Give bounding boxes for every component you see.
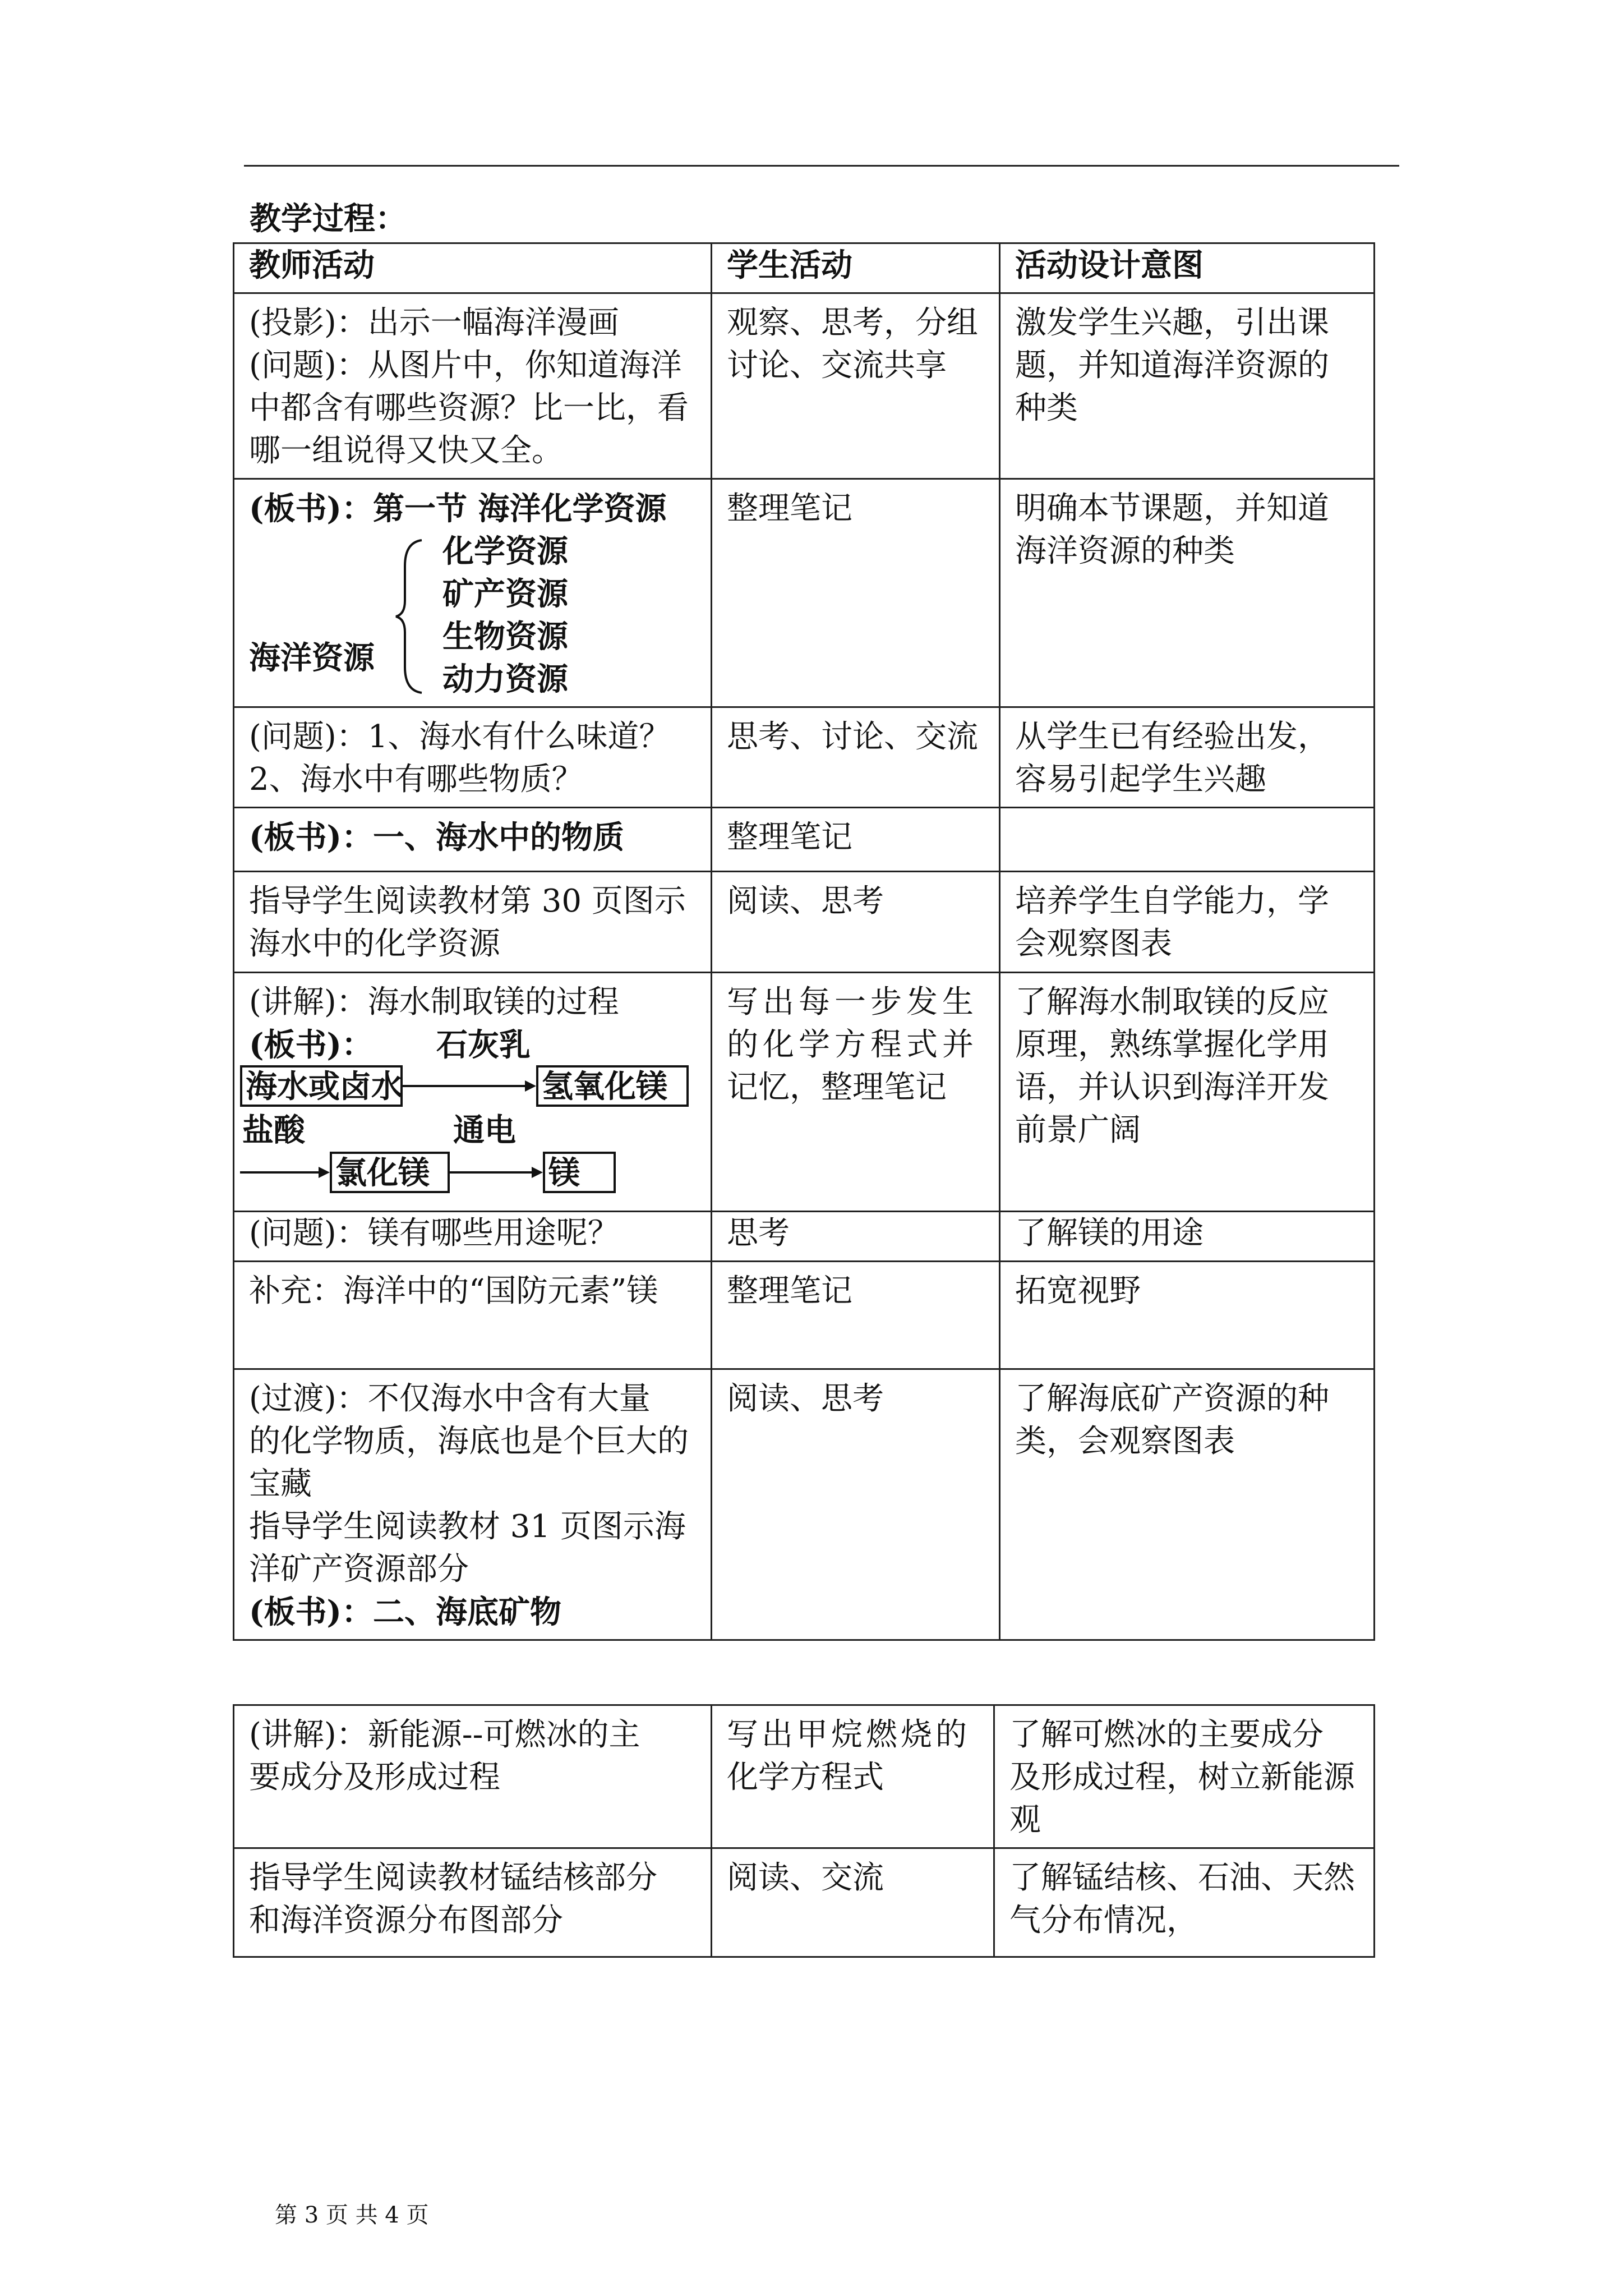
text-line: 气分布情况， xyxy=(1009,1902,1198,1939)
text-line: 和海洋资源分布图部分 xyxy=(249,1902,563,1939)
teacher-cell xyxy=(234,707,712,808)
text-line: 要成分及形成过程 xyxy=(249,1759,500,1796)
text-line: 类，会观察图表 xyxy=(1015,1423,1235,1460)
text-line: (讲解)：新能源--可燃冰的主 xyxy=(249,1717,640,1753)
teacher-cell: 补充：海洋中的“国防元素”镁 xyxy=(234,1262,712,1369)
bracket-label: 海洋资源 xyxy=(249,639,375,677)
teacher-cell: (问题)：镁有哪些用途呢？ xyxy=(234,1212,712,1262)
text-line: 海洋资源的种类 xyxy=(1015,533,1235,569)
box-mg-hydroxide: 氢氧化镁 xyxy=(536,1065,689,1107)
text-line: (投影)：出示一幅海洋漫画 xyxy=(249,305,619,341)
table-row xyxy=(234,1212,1375,1262)
intent-cell xyxy=(1000,808,1375,872)
table-row xyxy=(234,1848,1375,1957)
section-heading: 教学过程： xyxy=(250,200,407,237)
text-line: 观察、思考，分组 xyxy=(727,305,978,341)
intent-cell: 了解镁的用途 xyxy=(1000,1212,1375,1262)
student-cell xyxy=(712,293,1000,479)
text-line: 指导学生阅读教材锰结核部分 xyxy=(249,1860,657,1896)
reagent-hcl: 盐酸 xyxy=(242,1112,305,1149)
text-line: 容易引起学生兴趣 xyxy=(1015,761,1266,798)
box-seawater: 海水或卤水 xyxy=(240,1065,403,1107)
header-student: 学生活动 xyxy=(712,243,1000,293)
text-line: 了解海水制取镁的反应 xyxy=(1015,984,1329,1020)
text-line: 写出每一步发生 xyxy=(727,984,978,1020)
teacher-cell: (板书)：一、海水中的物质 xyxy=(234,808,712,872)
text-line: 写出甲烷燃烧的 xyxy=(727,1717,970,1753)
bracket-item: 动力资源 xyxy=(442,661,568,698)
text-line: 化学方程式 xyxy=(727,1759,884,1796)
teacher-cell xyxy=(234,1705,712,1848)
text-line: 指导学生阅读教材 31 页图示海 xyxy=(249,1508,686,1545)
board-label: (板书)： xyxy=(249,1027,373,1064)
intent-cell xyxy=(1000,707,1375,808)
teacher-cell xyxy=(234,1848,712,1957)
bracket-item: 生物资源 xyxy=(442,618,568,655)
student-cell: 阅读、思考 xyxy=(712,1369,1000,1640)
student-cell: 阅读、思考 xyxy=(712,872,1000,973)
table-row xyxy=(234,293,1375,479)
intent-cell xyxy=(994,1848,1375,1957)
text-line: 培养学生自学能力，学 xyxy=(1015,883,1329,919)
box-mg: 镁 xyxy=(543,1152,616,1193)
student-cell xyxy=(712,973,1000,1212)
student-cell: 整理笔记 xyxy=(712,479,1000,707)
text-line: 洋矿产资源部分 xyxy=(249,1551,469,1588)
text-line: 题，并知道海洋资源的 xyxy=(1015,347,1329,384)
board-text: (板书)：二、海底矿物 xyxy=(249,1594,561,1631)
table-row xyxy=(234,872,1375,973)
page-footer: 第 3 页 共 4 页 xyxy=(275,2202,429,2228)
text-line: 指导学生阅读教材第 30 页图示 xyxy=(249,883,686,919)
intent-cell xyxy=(1000,872,1375,973)
student-cell xyxy=(712,1705,994,1848)
text-line: (问题)：1、海水有什么味道？ xyxy=(249,719,671,755)
text-line: 宝藏 xyxy=(249,1466,312,1502)
text-line: (过渡)：不仅海水中含有大量 xyxy=(249,1381,651,1417)
intent-cell xyxy=(1000,1369,1375,1640)
table-row xyxy=(234,707,1375,808)
table-row xyxy=(234,808,1375,872)
table-row xyxy=(234,1262,1375,1369)
teacher-cell xyxy=(234,973,712,1212)
table-row xyxy=(234,1705,1375,1848)
text-line: 原理，熟练掌握化学用 xyxy=(1015,1027,1329,1063)
table-row xyxy=(234,973,1375,1212)
lesson-table-continued xyxy=(233,1704,1375,1958)
magnesium-flow-diagram xyxy=(240,1024,696,1191)
header-rule xyxy=(244,165,1399,167)
text-line: 会观察图表 xyxy=(1015,926,1172,962)
text-line: 种类 xyxy=(1015,390,1078,426)
brace-icon xyxy=(393,538,426,695)
teacher-cell xyxy=(234,872,712,973)
teacher-cell xyxy=(234,479,712,707)
student-cell: 整理笔记 xyxy=(712,808,1000,872)
text-line: 的化学方程式并 xyxy=(727,1027,978,1063)
bracket-items xyxy=(442,530,568,701)
text-line: 2、海水中有哪些物质？ xyxy=(249,761,583,798)
header-intent: 活动设计意图 xyxy=(1000,243,1375,293)
header-teacher: 教师活动 xyxy=(234,243,712,293)
bracket-item: 化学资源 xyxy=(442,533,568,570)
text-line: 明确本节课题，并知道 xyxy=(1015,490,1329,527)
text-line: 讨论、交流共享 xyxy=(727,347,947,384)
intent-cell xyxy=(994,1705,1375,1848)
text-line: 从学生已有经验出发， xyxy=(1015,719,1329,755)
text-line: 海水中的化学资源 xyxy=(249,926,500,962)
intent-cell: 拓宽视野 xyxy=(1000,1262,1375,1369)
reagent-electricity: 通电 xyxy=(453,1112,516,1149)
lesson-table xyxy=(233,242,1375,1641)
student-cell: 思考、讨论、交流 xyxy=(712,707,1000,808)
reagent-lime: 石灰乳 xyxy=(436,1027,531,1064)
text-line: 了解海底矿产资源的种 xyxy=(1015,1381,1329,1417)
text-line: (问题)：从图片中，你知道海洋 xyxy=(249,347,682,384)
intent-cell xyxy=(1000,973,1375,1212)
teacher-cell xyxy=(234,1369,712,1640)
bracket-item: 矿产资源 xyxy=(442,576,568,613)
text-line: 及形成过程，树立新能源 xyxy=(1009,1759,1355,1796)
student-cell: 整理笔记 xyxy=(712,1262,1000,1369)
resource-bracket xyxy=(249,530,696,701)
text-line: 观 xyxy=(1009,1802,1041,1838)
text-line: 语，并认识到海洋开发 xyxy=(1015,1069,1329,1106)
text-line: 中都含有哪些资源？比一比，看 xyxy=(249,390,689,426)
student-cell: 思考 xyxy=(712,1212,1000,1262)
text-line: 激发学生兴趣，引出课 xyxy=(1015,305,1329,341)
student-cell: 阅读、交流 xyxy=(712,1848,994,1957)
intent-cell xyxy=(1000,479,1375,707)
flow-arrows xyxy=(240,1024,700,1198)
text-line: 的化学物质，海底也是个巨大的 xyxy=(249,1423,689,1460)
table-row xyxy=(234,479,1375,707)
text-line: 前景广阔 xyxy=(1015,1112,1141,1148)
intent-cell xyxy=(1000,293,1375,479)
text-line: 了解锰结核、石油、天然 xyxy=(1009,1860,1355,1896)
text-line: 记忆，整理笔记 xyxy=(727,1069,947,1106)
text-line: (讲解)：海水制取镁的过程 xyxy=(249,984,619,1020)
text-line: 哪一组说得又快又全。 xyxy=(249,432,563,469)
box-mg-chloride: 氯化镁 xyxy=(330,1152,450,1193)
board-title: (板书)：第一节 海洋化学资源 xyxy=(249,490,667,527)
text-line: 了解可燃冰的主要成分 xyxy=(1009,1717,1324,1753)
table-header-row xyxy=(234,243,1375,293)
table-row xyxy=(234,1369,1375,1640)
teacher-cell xyxy=(234,293,712,479)
